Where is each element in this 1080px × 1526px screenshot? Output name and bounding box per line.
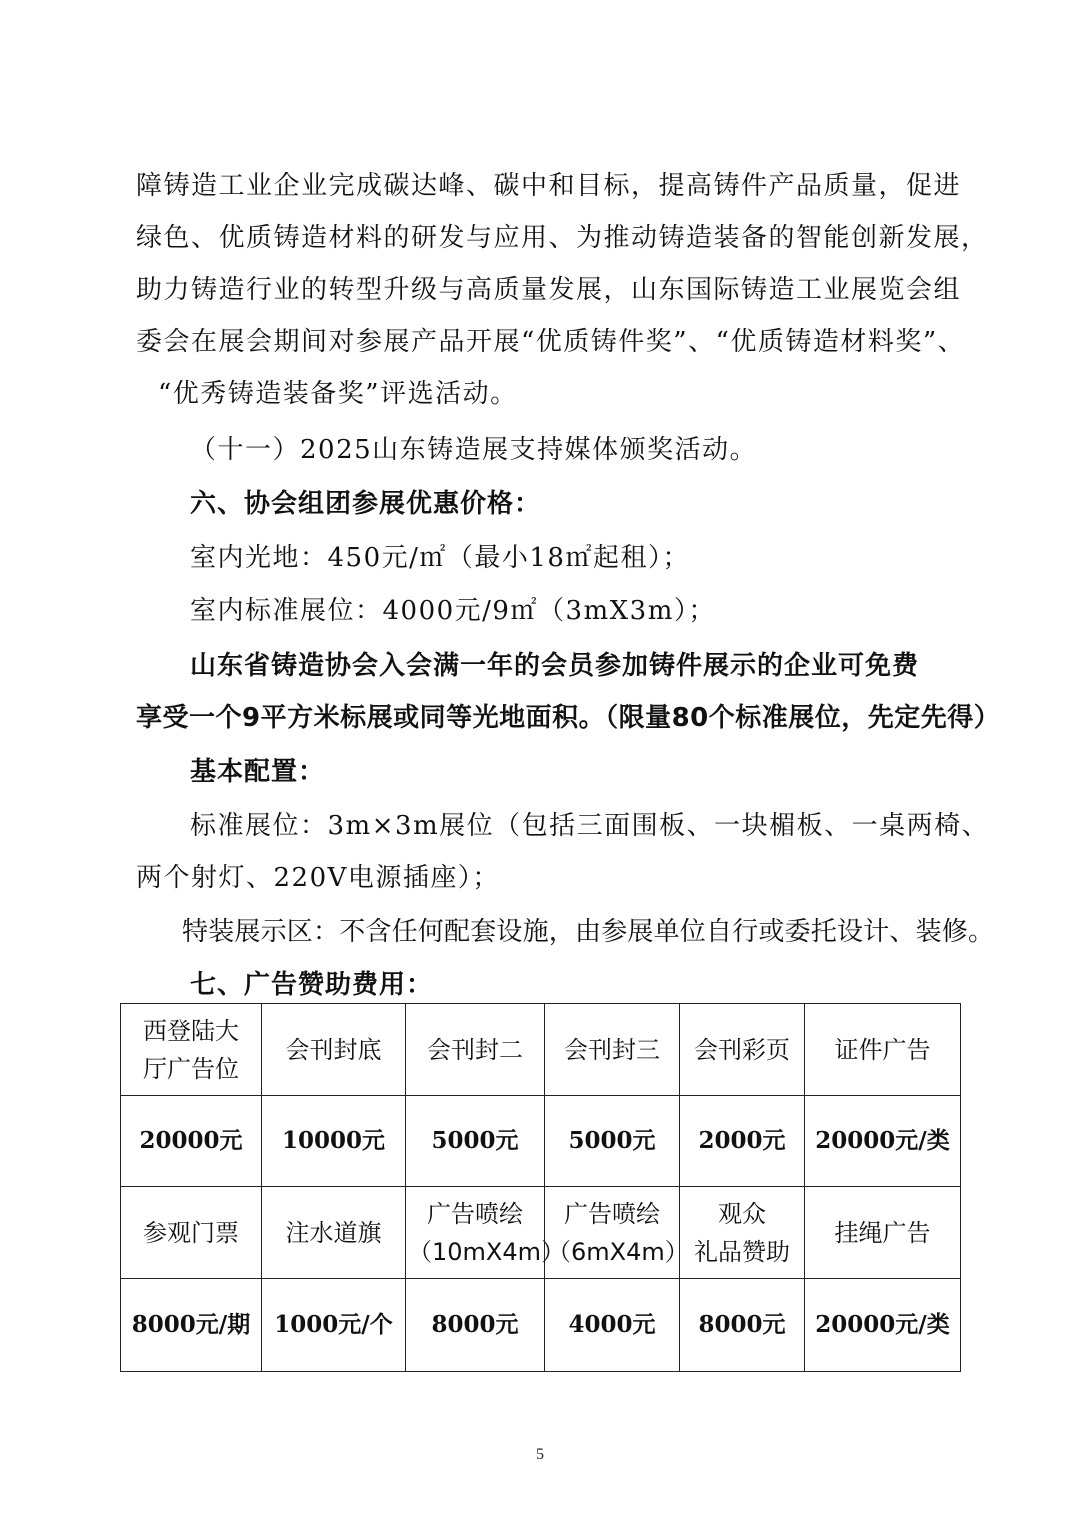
table-cell: 广告喷绘 （10mX4m） (406, 1187, 545, 1279)
table-cell: 20000元 (121, 1096, 262, 1187)
table-cell: 5000元 (406, 1096, 545, 1187)
standard-booth-config (136, 800, 990, 904)
special-area-config: 特装展示区：不含任何配套设施，由参展单位自行或委托设计、装修。 (182, 917, 995, 947)
basic-config-heading: 基本配置： (190, 757, 326, 787)
intro-paragraph (136, 160, 989, 420)
table-cell: 20000元/类 (805, 1279, 961, 1372)
indoor-space-price: 室内光地：450元/㎡（最小18㎡起租）； (190, 543, 690, 573)
table-cell: 2000元 (680, 1096, 805, 1187)
section-6-heading: 六、协会组团参展优惠价格： (190, 489, 542, 519)
page-number: 5 (536, 1446, 544, 1463)
indoor-booth-price: 室内标准展位：4000元/9㎡（3mX3m）； (190, 596, 716, 626)
table-row (121, 1279, 961, 1372)
table-cell: 挂绳广告 (805, 1187, 961, 1279)
intro-line: 障铸造工业企业完成碳达峰、碳中和目标，提高铸件产品质量，促进 (136, 171, 962, 201)
table-cell: 5000元 (545, 1096, 680, 1187)
table-cell: 20000元/类 (805, 1096, 961, 1187)
intro-line: “优秀铸造装备奖”评选活动。 (158, 379, 518, 409)
intro-line: 绿色、优质铸造材料的研发与应用、为推动铸造装备的智能创新发展， (136, 223, 989, 253)
intro-line: 委会在展会期间对参展产品开展“优质铸件奖”、“优质铸造材料奖”、 (136, 327, 966, 357)
section-7-heading: 七、广告赞助费用： (190, 970, 434, 1000)
item-11: （十一）2025山东铸造展支持媒体颁奖活动。 (190, 435, 758, 465)
table-cell: 1000元/个 (262, 1279, 406, 1372)
ad-sponsorship-table (120, 1003, 961, 1372)
standard-booth-line: 标准展位：3m×3m展位（包括三面围板、一块楣板、一桌两椅、 (190, 811, 990, 841)
table-cell: 广告喷绘 （6mX4m） (545, 1187, 680, 1279)
member-offer-line: 享受一个9平方米标展或同等光地面积。（限量80个标准展位，先定先得） (136, 703, 1001, 733)
table-row (121, 1096, 961, 1187)
table-cell: 会刊封二 (406, 1004, 545, 1096)
table-cell: 8000元 (680, 1279, 805, 1372)
table-cell: 8000元 (406, 1279, 545, 1372)
table-row (121, 1004, 961, 1096)
table-cell: 证件广告 (805, 1004, 961, 1096)
table-cell: 会刊封三 (545, 1004, 680, 1096)
table-cell: 参观门票 (121, 1187, 262, 1279)
intro-line: 助力铸造行业的转型升级与高质量发展，山东国际铸造工业展览会组 (136, 275, 962, 305)
member-offer-line: 山东省铸造协会入会满一年的会员参加铸件展示的企业可免费 (190, 651, 920, 681)
table-cell: 8000元/期 (121, 1279, 262, 1372)
table-cell: 10000元 (262, 1096, 406, 1187)
table-cell: 会刊封底 (262, 1004, 406, 1096)
table-cell: 注水道旗 (262, 1187, 406, 1279)
table-cell: 西登陆大 厅广告位 (121, 1004, 262, 1096)
table-cell: 4000元 (545, 1279, 680, 1372)
table-cell: 观众 礼品赞助 (680, 1187, 805, 1279)
standard-booth-line: 两个射灯、220V电源插座）； (136, 863, 500, 893)
member-offer (136, 640, 1001, 744)
table-row (121, 1187, 961, 1279)
table-cell: 会刊彩页 (680, 1004, 805, 1096)
